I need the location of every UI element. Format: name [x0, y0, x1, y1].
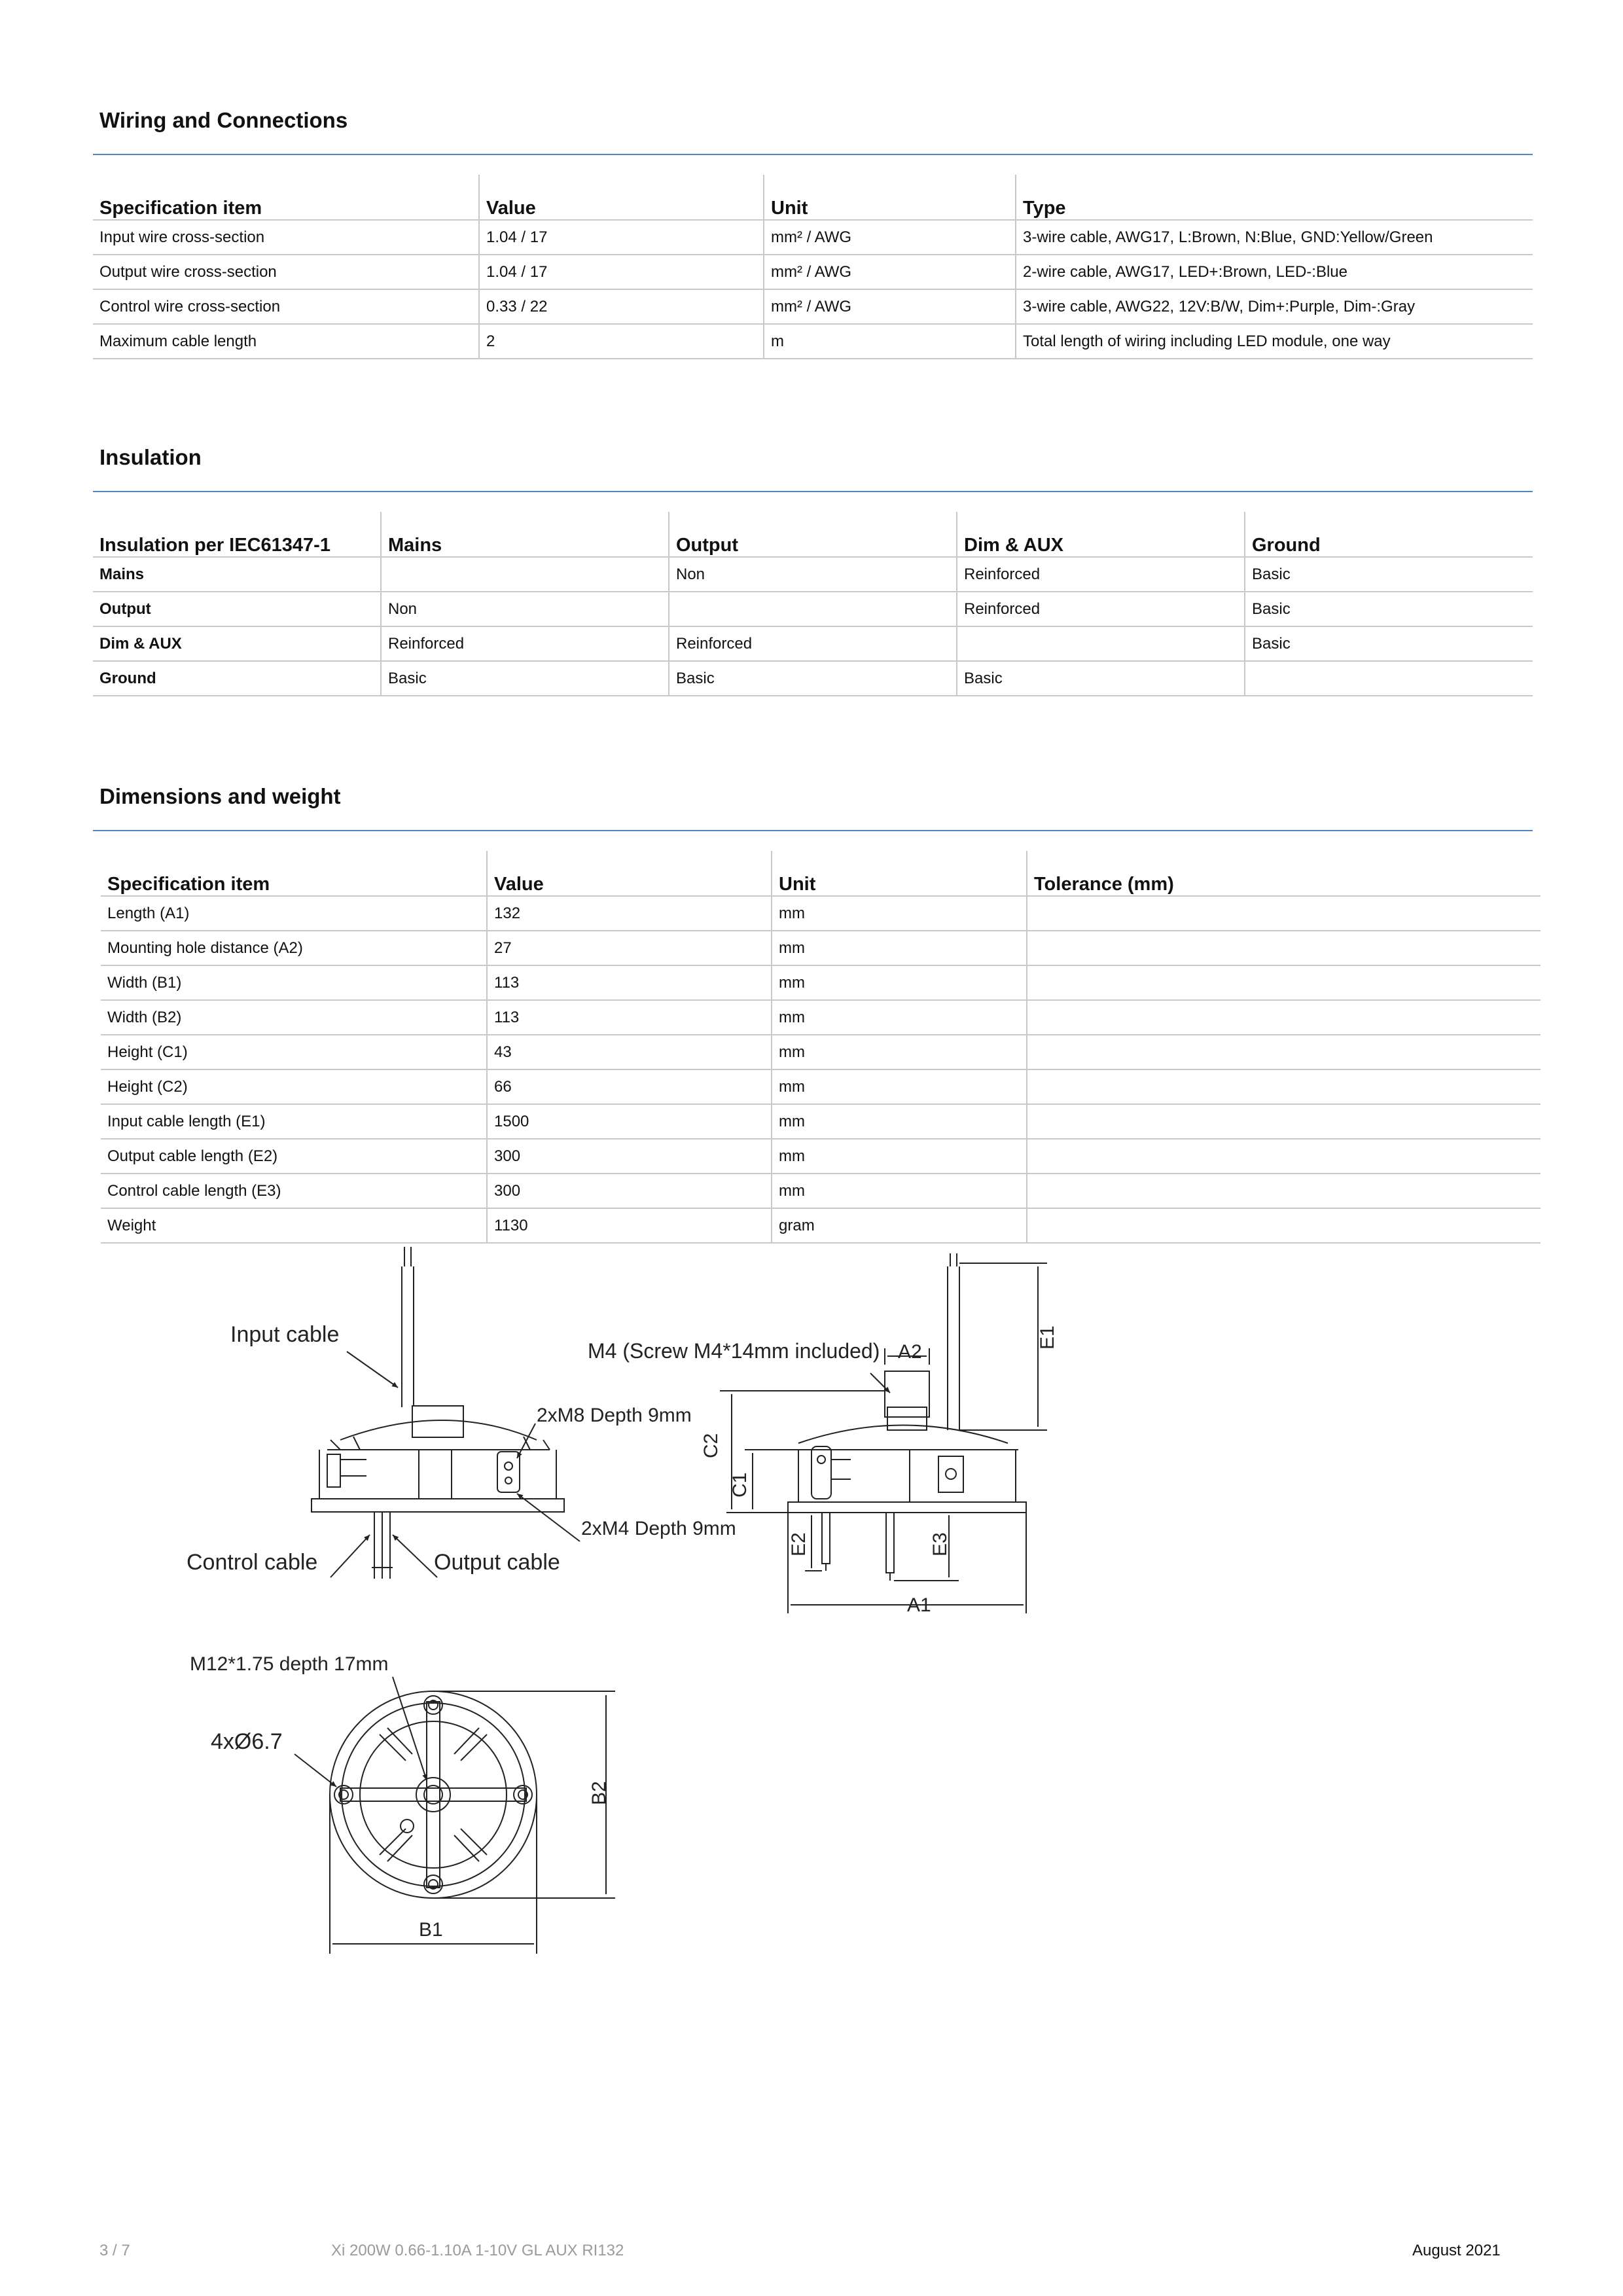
row-header: Mains	[93, 557, 381, 592]
table-cell: mm	[772, 1000, 1027, 1035]
front-view-drawing	[720, 1253, 1047, 1613]
table-cell: 300	[487, 1174, 772, 1208]
table-cell: m	[764, 324, 1016, 359]
m8-depth-label: 2xM8 Depth 9mm	[537, 1405, 692, 1426]
table-cell: 1.04 / 17	[479, 255, 764, 289]
e2-label: E2	[788, 1532, 810, 1556]
table-cell: Length (A1)	[101, 896, 487, 931]
c1-label: C1	[729, 1472, 751, 1498]
table-cell: Width (B2)	[101, 1000, 487, 1035]
table-cell: Control cable length (E3)	[101, 1174, 487, 1208]
table-cell: 3-wire cable, AWG17, L:Brown, N:Blue, GND:Yellow/Green	[1016, 220, 1533, 255]
table-cell: mm	[772, 1174, 1027, 1208]
table-cell: Input wire cross-section	[93, 220, 479, 255]
table-cell: Output wire cross-section	[93, 255, 479, 289]
m12-depth-label: M12*1.75 depth 17mm	[190, 1653, 389, 1675]
table-cell: 2	[479, 324, 764, 359]
table-cell: Input cable length (E1)	[101, 1104, 487, 1139]
column-header: Output	[669, 512, 957, 557]
document-date: August 2021	[1412, 2242, 1501, 2259]
table-cell: 1.04 / 17	[479, 220, 764, 255]
a1-label: A1	[907, 1594, 931, 1616]
table-cell: Control wire cross-section	[93, 289, 479, 324]
table-cell: mm	[772, 1104, 1027, 1139]
table-cell: 3-wire cable, AWG22, 12V:B/W, Dim+:Purple, Dim-:Gray	[1016, 289, 1533, 324]
table-cell: Reinforced	[381, 626, 669, 661]
column-header: Tolerance (mm)	[1027, 851, 1541, 896]
c2-label: C2	[700, 1433, 722, 1458]
product-name: Xi 200W 0.66-1.10A 1-10V GL AUX RI132	[331, 2242, 624, 2259]
table-cell: mm	[772, 1035, 1027, 1069]
column-header: Ground	[1245, 512, 1533, 557]
control-cable-label: Control cable	[187, 1550, 318, 1575]
table-cell: Basic	[669, 661, 957, 696]
table-cell: mm	[772, 1139, 1027, 1174]
table-cell: mm	[772, 896, 1027, 931]
table-cell: Basic	[1245, 557, 1533, 592]
table-cell: 43	[487, 1035, 772, 1069]
table-cell: 66	[487, 1069, 772, 1104]
table-cell: Non	[669, 557, 957, 592]
dimensions-section-title: Dimensions and weight	[99, 784, 341, 808]
table-cell: mm² / AWG	[764, 220, 1016, 255]
table-cell: Output cable length (E2)	[101, 1139, 487, 1174]
table-cell: 132	[487, 896, 772, 931]
output-cable-label: Output cable	[434, 1550, 560, 1575]
row-header: Dim & AUX	[93, 626, 381, 661]
table-cell: Basic	[1245, 592, 1533, 626]
table-cell: 300	[487, 1139, 772, 1174]
table-cell: Non	[381, 592, 669, 626]
table-cell: mm² / AWG	[764, 255, 1016, 289]
m4-depth-label: 2xM4 Depth 9mm	[581, 1518, 736, 1539]
table-cell: mm	[772, 931, 1027, 965]
a2-label: A2	[898, 1341, 922, 1363]
table-cell: Total length of wiring including LED module, one way	[1016, 324, 1533, 359]
column-header: Dim & AUX	[957, 512, 1245, 557]
column-header: Insulation per IEC61347-1	[93, 512, 381, 557]
e1-label: E1	[1037, 1325, 1058, 1350]
row-header: Output	[93, 592, 381, 626]
table-cell: 2-wire cable, AWG17, LED+:Brown, LED-:Blue	[1016, 255, 1533, 289]
table-cell: gram	[772, 1208, 1027, 1243]
table-cell: mm	[772, 1069, 1027, 1104]
table-cell: Maximum cable length	[93, 324, 479, 359]
table-cell: 113	[487, 965, 772, 1000]
bottom-view-drawing	[294, 1677, 615, 1954]
column-header: Mains	[381, 512, 669, 557]
wiring-section-title: Wiring and Connections	[99, 108, 348, 132]
table-cell: Basic	[1245, 626, 1533, 661]
table-cell: Reinforced	[957, 557, 1245, 592]
b1-label: B1	[419, 1919, 443, 1941]
input-cable-label: Input cable	[230, 1322, 340, 1347]
table-cell: mm	[772, 965, 1027, 1000]
table-cell: 1500	[487, 1104, 772, 1139]
column-header: Specification item	[101, 851, 487, 896]
table-cell: Height (C2)	[101, 1069, 487, 1104]
column-header: Type	[1016, 175, 1533, 220]
column-header: Unit	[772, 851, 1027, 896]
table-cell: mm² / AWG	[764, 289, 1016, 324]
holes-label: 4xØ6.7	[211, 1729, 283, 1754]
table-cell: Weight	[101, 1208, 487, 1243]
table-cell: 1130	[487, 1208, 772, 1243]
b2-label: B2	[588, 1781, 610, 1805]
table-cell: 27	[487, 931, 772, 965]
table-cell: Basic	[381, 661, 669, 696]
column-header: Unit	[764, 175, 1016, 220]
page-number: 3 / 7	[99, 2242, 130, 2259]
column-header: Specification item	[93, 175, 479, 220]
table-cell: Mounting hole distance (A2)	[101, 931, 487, 965]
table-cell: Basic	[957, 661, 1245, 696]
table-cell: Width (B1)	[101, 965, 487, 1000]
insulation-section-title: Insulation	[99, 445, 202, 469]
table-cell: Reinforced	[957, 592, 1245, 626]
table-cell: Reinforced	[669, 626, 957, 661]
column-header: Value	[487, 851, 772, 896]
m4-screw-label: M4 (Screw M4*14mm included)	[588, 1339, 880, 1363]
e3-label: E3	[929, 1532, 951, 1556]
table-cell: 113	[487, 1000, 772, 1035]
table-cell: 0.33 / 22	[479, 289, 764, 324]
row-header: Ground	[93, 661, 381, 696]
table-cell: Height (C1)	[101, 1035, 487, 1069]
column-header: Value	[479, 175, 764, 220]
